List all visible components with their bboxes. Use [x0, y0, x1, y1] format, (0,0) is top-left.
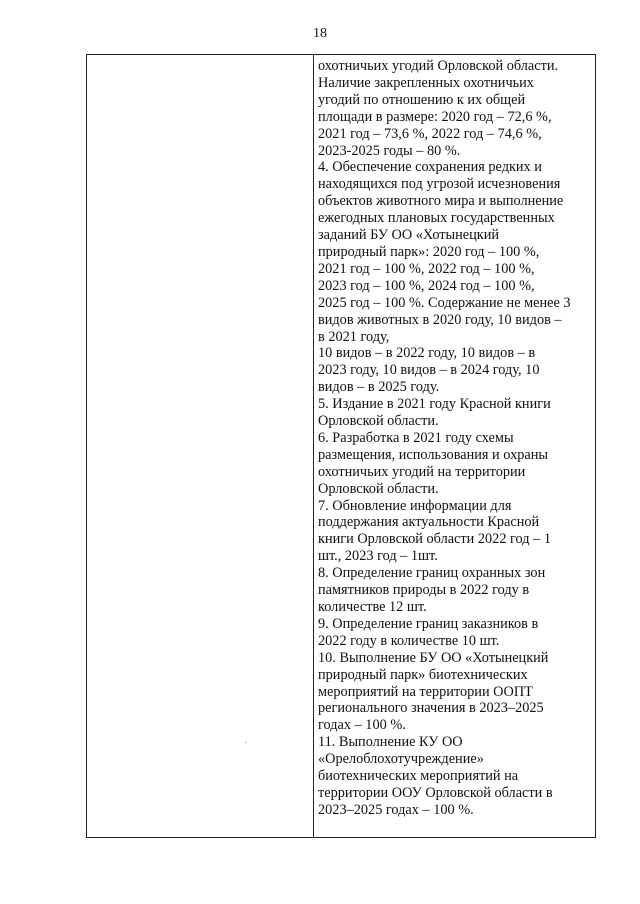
- text-line: размещения, использования и охраны: [318, 446, 548, 463]
- text-line: 2025 год – 100 %. Содержание не менее 3: [318, 294, 571, 311]
- text-line: 2023-2025 годы – 80 %.: [318, 142, 461, 159]
- text-line: 10 видов – в 2022 году, 10 видов – в: [318, 345, 536, 362]
- text-line: 2021 год – 100 %, 2022 год – 100 %,: [318, 260, 535, 277]
- text-line: 2022 году в количестве 10 шт.: [318, 632, 500, 649]
- text-line: площади в размере: 2020 год – 72,6 %,: [318, 108, 552, 125]
- text-line: Орловской области.: [318, 480, 439, 497]
- text-line: территории ООУ Орловской области в: [318, 784, 553, 801]
- text-line: поддержания актуальности Красной: [318, 514, 540, 531]
- text-line: 5. Издание в 2021 году Красной книги: [318, 396, 551, 413]
- text-line: 6. Разработка в 2021 году схемы: [318, 429, 514, 446]
- text-line: 4. Обеспечение сохранения редких и: [318, 159, 542, 176]
- text-line: охотничьих угодий на территории: [318, 463, 526, 480]
- document-table: [86, 54, 596, 838]
- text-line: 10. Выполнение БУ ОО «Хотынецкий: [318, 649, 549, 666]
- text-line: 2023–2025 годах – 100 %.: [318, 801, 474, 818]
- text-line: 7. Обновление информации для: [318, 497, 512, 514]
- text-line: природный парк» биотехнических: [318, 666, 528, 683]
- text-line: мероприятий на территории ООПТ: [318, 683, 533, 700]
- text-line: в 2021 году,: [318, 328, 390, 345]
- text-line: шт., 2023 год – 1шт.: [318, 548, 438, 565]
- text-line: 2023 году, 10 видов – в 2024 году, 10: [318, 362, 540, 379]
- text-line: 2023 год – 100 %, 2024 год – 100 %,: [318, 277, 535, 294]
- text-line: регионального значения в 2023–2025: [318, 700, 544, 717]
- column-divider: [313, 55, 314, 837]
- text-line: годах – 100 %.: [318, 717, 406, 734]
- text-line: биотехнических мероприятий на: [318, 768, 519, 785]
- text-line: 2021 год – 73,6 %, 2022 год – 74,6 %,: [318, 125, 542, 142]
- scan-speck: [245, 742, 246, 743]
- text-line: природный парк»: 2020 год – 100 %,: [318, 243, 540, 260]
- text-line: объектов животного мира и выполнение: [318, 193, 564, 210]
- page-number: 18: [313, 26, 327, 41]
- text-line: количестве 12 шт.: [318, 599, 427, 615]
- text-line: охотничьих угодий Орловской области.: [318, 58, 559, 74]
- right-cell-text: [318, 58, 590, 819]
- text-line: заданий БУ ОО «Хотынецкий: [318, 227, 500, 244]
- text-line: угодий по отношению к их общей: [318, 91, 526, 108]
- text-line: ежегодных плановых государственных: [318, 210, 555, 227]
- text-line: находящихся под угрозой исчезновения: [318, 176, 561, 193]
- text-line: памятников природы в 2022 году в: [318, 582, 530, 599]
- text-line: 9. Определение границ заказников в: [318, 615, 539, 632]
- left-cell: [87, 55, 313, 837]
- text-line: 8. Определение границ охранных зон: [318, 565, 546, 582]
- text-line: видов животных в 2020 году, 10 видов –: [318, 311, 562, 328]
- text-line: «Орелоблохотучреждение»: [318, 751, 484, 768]
- text-line: 11. Выполнение КУ ОО: [318, 734, 463, 751]
- text-line: Орловской области.: [318, 413, 439, 430]
- text-line: книги Орловской области 2022 год – 1: [318, 531, 552, 548]
- text-line: Наличие закрепленных охотничьих: [318, 74, 534, 91]
- text-line: видов – в 2025 году.: [318, 379, 440, 396]
